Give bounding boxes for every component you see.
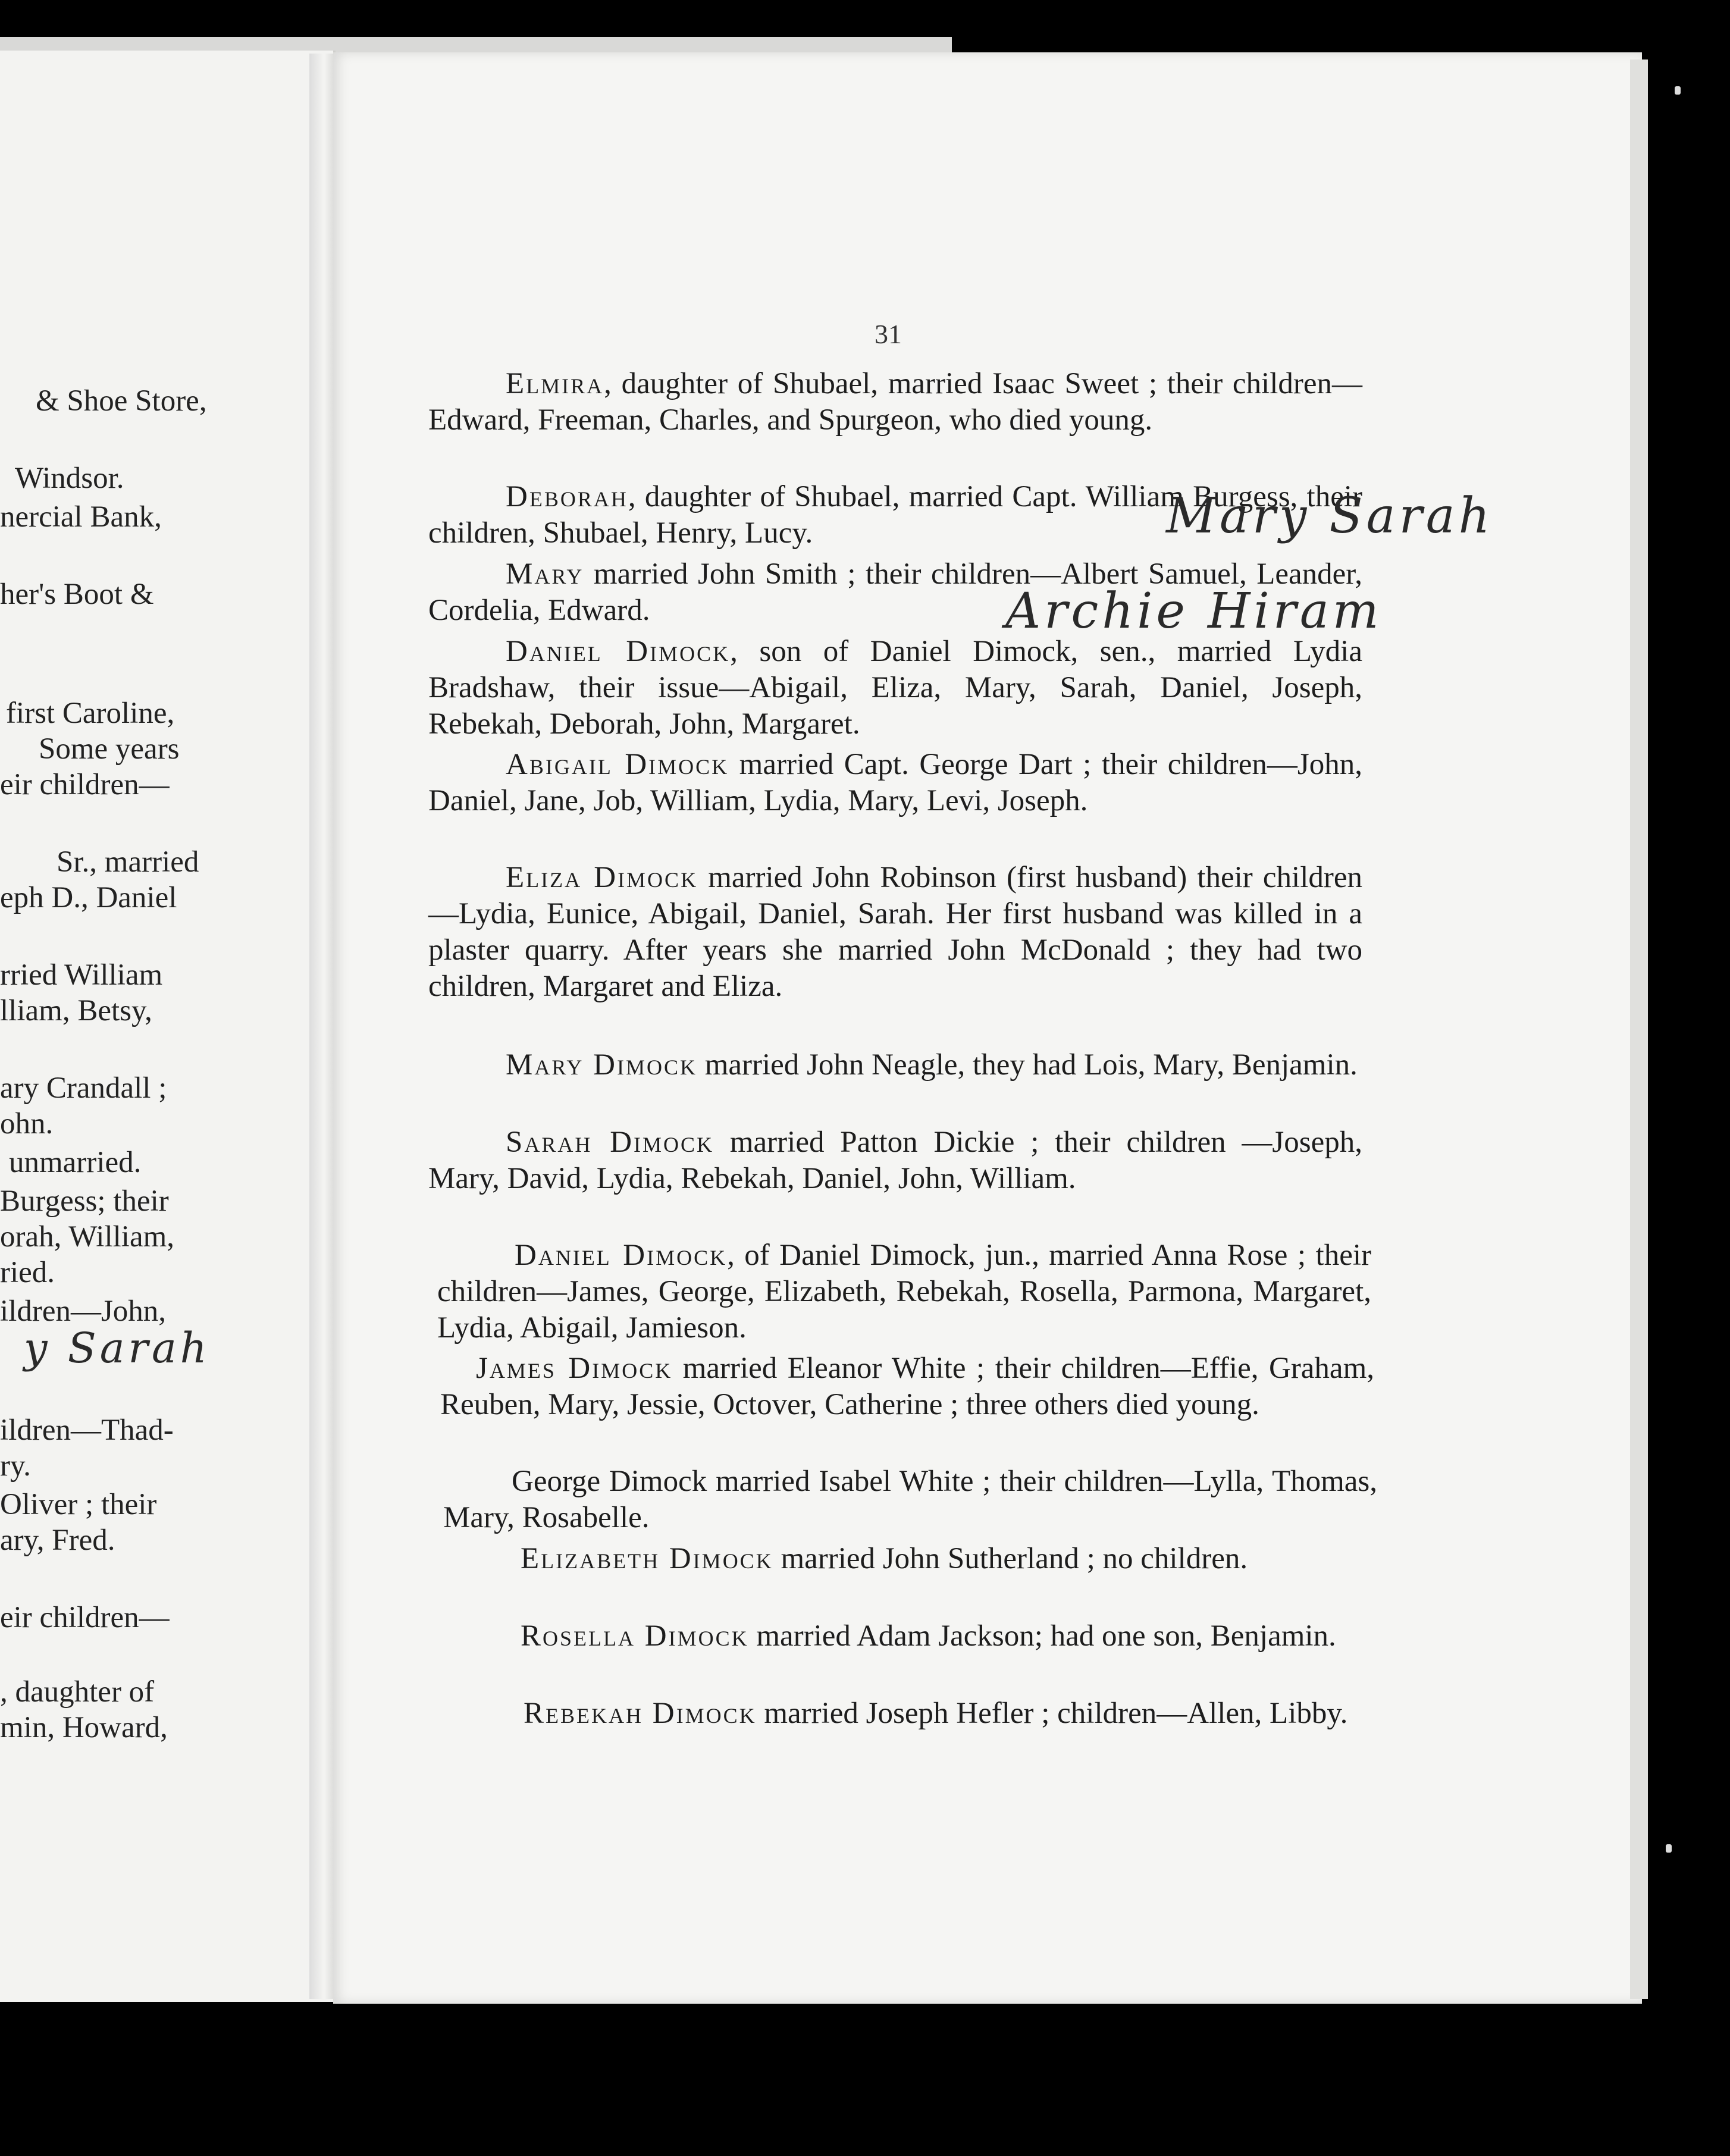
- entry-text: George Dimock married Isabel White ; their children—Lylla, Thomas, Mary, Rosabelle.: [443, 1465, 1377, 1534]
- left-fragment: unmarried.: [9, 1146, 142, 1179]
- entry-name: Rosella Dimock: [521, 1619, 749, 1653]
- genealogy-entry: [428, 1124, 1362, 1197]
- page-number: 31: [875, 319, 902, 349]
- entry-text: , daughter of Shubael, married Capt. William Burgess, their children, Shubael, Henry, Lucy.: [428, 480, 1362, 550]
- left-fragment: min, Howard,: [0, 1711, 168, 1744]
- left-fragment: , daughter of: [0, 1675, 155, 1709]
- left-fragment: ried.: [0, 1256, 55, 1289]
- entry-name: James Dimock: [476, 1352, 673, 1385]
- left-fragment: ary Crandall ;: [0, 1071, 167, 1105]
- left-fragment: eir children—: [0, 768, 170, 801]
- left-fragment: orah, William,: [0, 1220, 175, 1254]
- entry-name: Daniel Dimock: [515, 1239, 728, 1272]
- entry-text: married John Neagle, they had Lois, Mary, Benjamin.: [697, 1048, 1358, 1082]
- genealogy-entry: [443, 1618, 1377, 1654]
- entry-name: Mary: [506, 557, 584, 591]
- left-fragment: Some years: [39, 732, 180, 766]
- entry-name: Rebekah Dimock: [524, 1697, 757, 1730]
- genealogy-entry: [428, 860, 1362, 1005]
- entry-name: Daniel Dimock: [506, 635, 731, 668]
- scan-speck: [1675, 86, 1681, 95]
- left-fragment: ildren—Thad-: [0, 1414, 174, 1447]
- entry-name: Elizabeth Dimock: [521, 1542, 773, 1575]
- genealogy-entry: [446, 1696, 1380, 1732]
- right-page-edge: [1630, 59, 1648, 1999]
- entry-text: , son of Daniel Dimock, sen., married Lydia Bradshaw, their issue—Abigail, Eliza, Mary, Sarah, Daniel, Joseph, Rebekah, Deborah, John, Margaret.: [428, 635, 1362, 741]
- left-fragment: rried William: [0, 958, 163, 992]
- scan-speck: [1666, 1844, 1672, 1853]
- entry-name: Elmira: [506, 367, 604, 400]
- entry-text: , of Daniel Dimock, jun., married Anna Rose ; their children—James, George, Elizabeth, Rebekah, Rosella, Parmona, Margaret, Lydia, Abigail, Jamieson.: [437, 1239, 1371, 1345]
- entry-text: married Capt. George Dart ; their children—John, Daniel, Jane, Job, William, Lydia, Mary, Levi, Joseph.: [428, 748, 1362, 817]
- genealogy-entry: [440, 1350, 1374, 1423]
- entry-name: Deborah: [506, 480, 628, 513]
- left-fragment: eph D., Daniel: [0, 881, 177, 914]
- genealogy-entry: [428, 634, 1362, 742]
- left-fragment: her's Boot &: [0, 578, 154, 611]
- entry-name: Abigail Dimock: [506, 748, 729, 781]
- left-fragment: & Shoe Store,: [36, 384, 207, 418]
- left-fragment: ry.: [0, 1449, 31, 1483]
- handwritten-note-mary: Archie Hiram: [1005, 583, 1383, 640]
- entry-text: married John Sutherland ; no children.: [773, 1542, 1248, 1575]
- genealogy-entry: [443, 1541, 1377, 1577]
- left-fragment: ary, Fred.: [0, 1524, 115, 1557]
- left-fragment: eir children—: [0, 1601, 170, 1634]
- entry-text: married Patton Dickie ; their children —Joseph, Mary, David, Lydia, Rebekah, Daniel, John, William.: [428, 1126, 1362, 1195]
- genealogy-entry: [443, 1464, 1377, 1536]
- left-fragment: ildren—John,: [0, 1295, 167, 1328]
- entry-name: Eliza Dimock: [506, 861, 698, 894]
- left-fragment: Windsor.: [15, 462, 124, 495]
- left-fragment: Sr., married: [57, 845, 199, 879]
- entry-text: married Joseph Hefler ; children—Allen, Libby.: [756, 1697, 1348, 1730]
- left-fragment: nercial Bank,: [0, 500, 162, 534]
- entry-text: married Eleanor White ; their children—Effie, Graham, Reuben, Mary, Jessie, Octover, Catherine ; three others died young.: [440, 1352, 1374, 1421]
- genealogy-entry: [428, 1047, 1362, 1083]
- genealogy-entry: [428, 366, 1362, 438]
- genealogy-entry: [437, 1237, 1371, 1346]
- entry-text: , daughter of Shubael, married Isaac Sweet ; their children—Edward, Freeman, Charles, and Spurgeon, who died young.: [428, 367, 1362, 437]
- entry-text: married John Smith ; their children—Albert Samuel, Leander, Cordelia, Edward.: [428, 557, 1362, 627]
- entry-text: married Adam Jackson; had one son, Benjamin.: [748, 1619, 1336, 1653]
- entry-name: Mary Dimock: [506, 1048, 697, 1082]
- handwritten-note-deborah: Mary Sarah: [1166, 488, 1494, 544]
- left-fragment: lliam, Betsy,: [0, 994, 152, 1027]
- left-fragment: ohn.: [0, 1107, 54, 1140]
- entry-name: Sarah Dimock: [506, 1126, 714, 1159]
- left-fragment: Burgess; their: [0, 1184, 169, 1218]
- left-handwritten-note: y Sarah: [24, 1324, 211, 1372]
- genealogy-entry: [428, 747, 1362, 819]
- entry-text: married John Robinson (first husband) their children—Lydia, Eunice, Abigail, Daniel, Sarah. Her first husband was killed in a plaster quarry. After years she married John McDonald ; they had two children, Margaret and Eliza.: [428, 861, 1362, 1003]
- left-fragment: Oliver ; their: [0, 1488, 157, 1521]
- left-fragment: first Caroline,: [6, 697, 175, 730]
